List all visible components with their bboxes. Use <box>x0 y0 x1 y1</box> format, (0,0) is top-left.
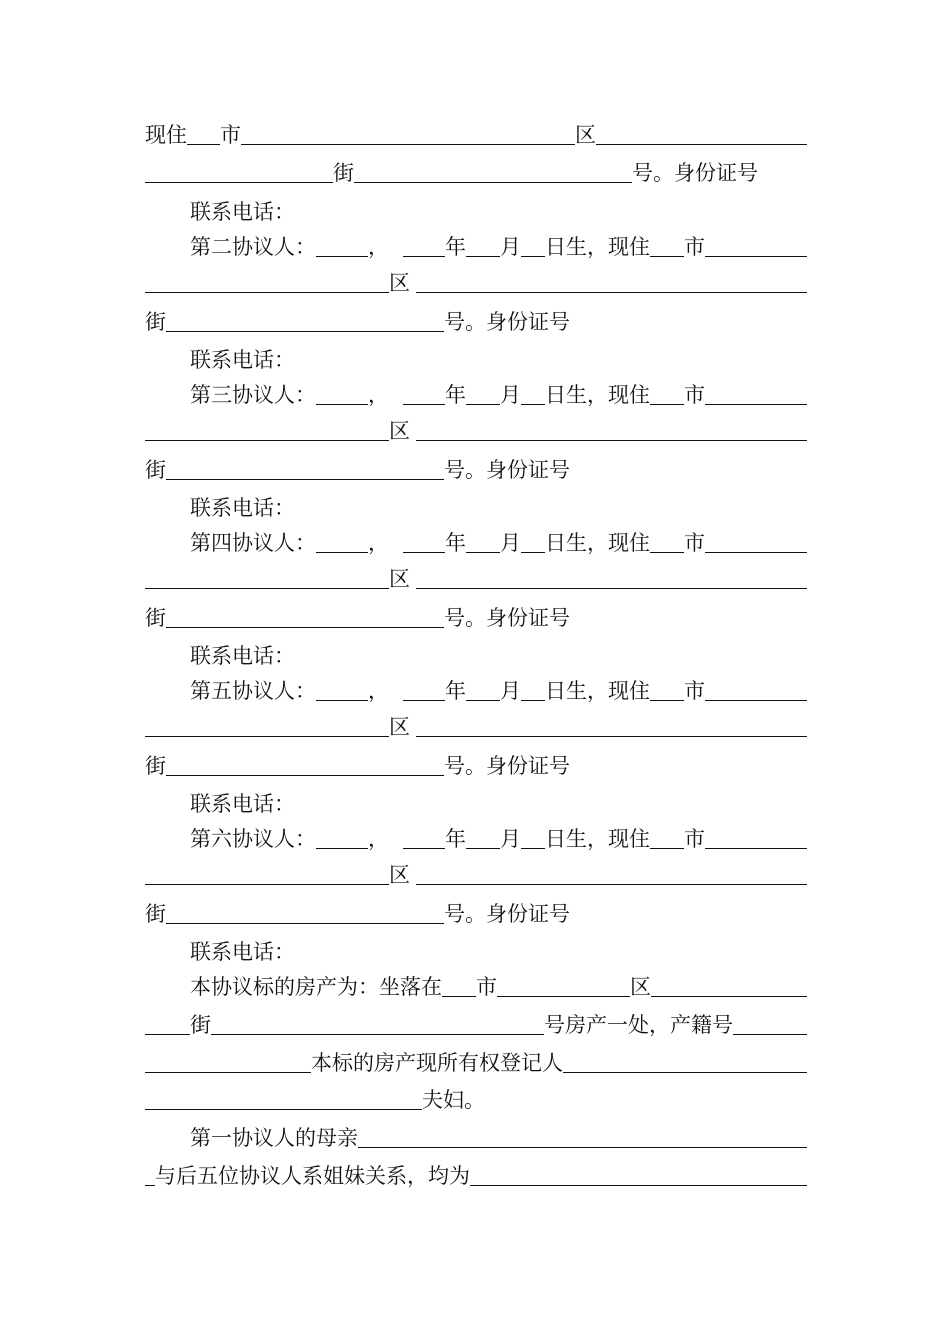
text: 月 <box>500 679 521 703</box>
contact-line <box>145 791 807 817</box>
party-label: 第六协议人 <box>190 827 295 851</box>
blank-line <box>651 996 807 997</box>
text: 号。身份证号 <box>632 161 758 185</box>
text: 日生，现住 <box>545 235 650 259</box>
blank-line <box>145 292 389 293</box>
blank-line <box>145 1185 155 1186</box>
address-line <box>145 862 807 888</box>
property-line <box>145 974 807 1000</box>
text: 月 <box>500 383 521 407</box>
text: 区 <box>389 567 410 591</box>
text: 区 <box>389 863 410 887</box>
address-line <box>145 714 807 740</box>
text: 市 <box>684 383 705 407</box>
blank-line <box>466 848 500 849</box>
contact-line <box>145 495 807 521</box>
blank-line <box>145 588 389 589</box>
text: 区 <box>389 419 410 443</box>
party-label: 第三协议人 <box>190 383 295 407</box>
blank-line <box>166 331 444 332</box>
text: ： <box>295 827 316 851</box>
blank-line <box>416 884 807 885</box>
blank-line <box>705 256 807 257</box>
party-label: 第二协议人 <box>190 235 295 259</box>
contact-line <box>145 939 807 965</box>
contact-label: 联系电话： <box>190 644 295 668</box>
blank-line <box>145 1072 311 1073</box>
blank-line <box>145 1109 422 1110</box>
party-line <box>145 382 807 408</box>
text: 年 <box>445 679 466 703</box>
blank-line <box>145 1034 190 1035</box>
blank-line <box>416 292 807 293</box>
text: 号。身份证号 <box>444 754 570 778</box>
address-line <box>145 566 807 592</box>
text: 月 <box>500 531 521 555</box>
contact-line <box>145 199 807 225</box>
contact-label: 联系电话： <box>190 348 295 372</box>
property-owner: 本标的房产现所有权登记人 <box>311 1051 563 1075</box>
text: 街 <box>145 754 166 778</box>
blank-line <box>466 552 500 553</box>
blank-line <box>650 256 684 257</box>
property-couple: 夫妇。 <box>422 1088 485 1112</box>
blank-line <box>521 552 545 553</box>
contact-line <box>145 347 807 373</box>
text: ： <box>295 235 316 259</box>
property-intro: 本协议标的房产为：坐落在 <box>190 975 442 999</box>
blank-line <box>705 404 807 405</box>
text: 街 <box>333 161 354 185</box>
blank-line <box>316 552 368 553</box>
contact-label: 联系电话： <box>190 200 295 224</box>
address-line <box>145 270 807 296</box>
party-line <box>145 530 807 556</box>
text: 日生，现住 <box>545 531 650 555</box>
text: 现住 <box>145 123 187 147</box>
blank-line <box>166 923 444 924</box>
blank-line <box>403 700 445 701</box>
text: 日生，现住 <box>545 679 650 703</box>
text: ： <box>295 531 316 555</box>
property-line <box>145 1012 807 1038</box>
text: 街 <box>145 458 166 482</box>
text: ， <box>368 679 389 703</box>
text: 区 <box>389 715 410 739</box>
blank-line <box>403 848 445 849</box>
relation-mother: 第一协议人的母亲 <box>190 1126 358 1150</box>
text: 区 <box>389 271 410 295</box>
blank-line <box>442 996 476 997</box>
party-label: 第四协议人 <box>190 531 295 555</box>
blank-line <box>466 404 500 405</box>
blank-line <box>316 700 368 701</box>
party-label: 第五协议人 <box>190 679 295 703</box>
blank-line <box>316 256 368 257</box>
text: ： <box>295 679 316 703</box>
blank-line <box>705 848 807 849</box>
address-line <box>145 457 807 483</box>
contact-line <box>145 643 807 669</box>
text: 区 <box>575 123 596 147</box>
blank-line <box>466 700 500 701</box>
address-line <box>145 122 807 148</box>
blank-line <box>316 848 368 849</box>
address-line <box>145 309 807 335</box>
text: 街 <box>145 310 166 334</box>
address-line <box>145 160 807 186</box>
text: 街 <box>145 606 166 630</box>
property-line <box>145 1087 807 1113</box>
text: 日生，现住 <box>545 383 650 407</box>
blank-line <box>416 588 807 589</box>
text: 街 <box>190 1013 211 1037</box>
text: 号。身份证号 <box>444 458 570 482</box>
blank-line <box>563 1072 807 1073</box>
relation-sisters: 与后五位协议人系姐妹关系，均为 <box>155 1164 470 1188</box>
blank-line <box>403 404 445 405</box>
blank-line <box>145 736 389 737</box>
blank-line <box>358 1147 807 1148</box>
text: 年 <box>445 383 466 407</box>
text: 月 <box>500 235 521 259</box>
text: 年 <box>445 235 466 259</box>
text: ， <box>368 235 389 259</box>
contact-label: 联系电话： <box>190 496 295 520</box>
blank-line <box>650 848 684 849</box>
text: 号。身份证号 <box>444 310 570 334</box>
text: 市 <box>684 235 705 259</box>
party-line <box>145 826 807 852</box>
text: ， <box>368 827 389 851</box>
text: 市 <box>684 827 705 851</box>
text: 市 <box>684 679 705 703</box>
blank-line <box>705 552 807 553</box>
blank-line <box>316 404 368 405</box>
text: 月 <box>500 827 521 851</box>
blank-line <box>521 404 545 405</box>
address-line <box>145 418 807 444</box>
blank-line <box>521 848 545 849</box>
text: 街 <box>145 902 166 926</box>
text: 号。身份证号 <box>444 902 570 926</box>
blank-line <box>403 552 445 553</box>
blank-line <box>650 404 684 405</box>
property-house: 号房产一处，产籍号 <box>544 1013 733 1037</box>
text: 号。身份证号 <box>444 606 570 630</box>
blank-line <box>145 440 389 441</box>
party-line <box>145 234 807 260</box>
blank-line <box>145 182 333 183</box>
text: 年 <box>445 827 466 851</box>
text: 日生，现住 <box>545 827 650 851</box>
blank-line <box>650 552 684 553</box>
text: 市 <box>684 531 705 555</box>
relation-line <box>145 1163 807 1189</box>
address-line <box>145 753 807 779</box>
blank-line <box>596 144 807 145</box>
blank-line <box>241 144 575 145</box>
text: ， <box>368 383 389 407</box>
property-line <box>145 1050 807 1076</box>
party-line <box>145 678 807 704</box>
blank-line <box>733 1034 807 1035</box>
contact-label: 联系电话： <box>190 792 295 816</box>
blank-line <box>705 700 807 701</box>
blank-line <box>145 884 389 885</box>
blank-line <box>416 736 807 737</box>
blank-line <box>211 1034 544 1035</box>
blank-line <box>166 479 444 480</box>
blank-line <box>521 256 545 257</box>
blank-line <box>466 256 500 257</box>
blank-line <box>166 627 444 628</box>
address-line <box>145 605 807 631</box>
relation-line <box>145 1125 807 1151</box>
blank-line <box>187 144 220 145</box>
blank-line <box>403 256 445 257</box>
blank-line <box>521 700 545 701</box>
text: 市 <box>220 123 241 147</box>
text: ： <box>295 383 316 407</box>
blank-line <box>166 775 444 776</box>
blank-line <box>470 1185 807 1186</box>
contact-label: 联系电话： <box>190 940 295 964</box>
address-line <box>145 901 807 927</box>
text: 区 <box>630 975 651 999</box>
blank-line <box>650 700 684 701</box>
blank-line <box>416 440 807 441</box>
text: 市 <box>476 975 497 999</box>
text: ， <box>368 531 389 555</box>
text: 年 <box>445 531 466 555</box>
blank-line <box>354 182 632 183</box>
blank-line <box>497 996 630 997</box>
